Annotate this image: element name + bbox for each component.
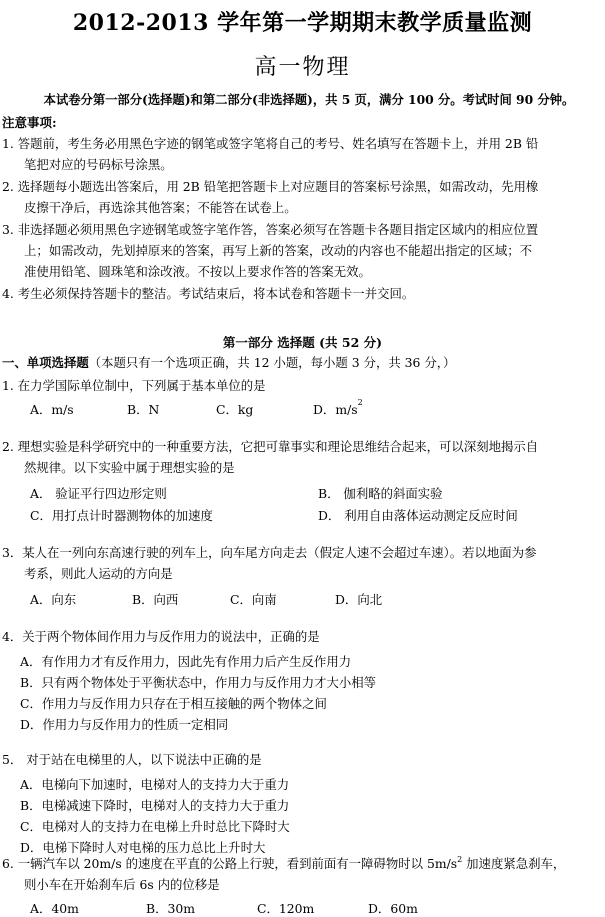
question-4-option-d: D．作用力与反作用力的性质一定相同 — [20, 717, 229, 732]
question-5-option-c: C．电梯对人的支持力在电梯上升时总比下降时大 — [20, 819, 290, 834]
question-2-option-c: C．用打点计时器测物体的加速度 — [30, 508, 213, 523]
question-4-option-a: A．有作用力才有反作用力，因此先有作用力后产生反作用力 — [20, 654, 352, 669]
notice-2-line-1: 2. 选择题每小题选出答案后，用 2B 铅笔把答题卡上对应题目的答案标号涂黑，如需改动，先用橡 — [2, 179, 539, 194]
notice-3-line-1: 3. 非选择题必须用黑色字迹钢笔或签字笔作答，答案必须写在答题卡各题目指定区域内的相应位置 — [2, 222, 539, 237]
question-6-stem-line-1: 6. 一辆汽车以 20m/s 的速度在平直的公路上行驶，看到前面有一障碍物时以 $5m/s^2$ 加速度紧急刹车， — [2, 855, 566, 871]
notice-3-line-3: 准使用铅笔、圆珠笔和涂改液。不按以上要求作答的答案无效。 — [24, 264, 371, 279]
part-heading-line — [2, 357, 455, 369]
question-6-stem-line-2: 则小车在开始刹车后 6s 内的位移是 — [24, 877, 220, 892]
notice-1-line-2: 笔把对应的号码标号涂黑。 — [24, 157, 173, 172]
question-4-option-c: C．作用力与反作用力只存在于相互接触的两个物体之间 — [20, 696, 327, 711]
question-5-option-d: D．电梯下降时人对电梯的压力总比上升时大 — [20, 840, 266, 855]
question-3-option-a: A．向东 — [30, 592, 77, 607]
question-6-option-d: D．60m — [368, 901, 418, 916]
exam-title: 2012-2013 学年第一学期期末教学质量监测 — [72, 10, 533, 36]
notice-4-line-1: 4. 考生必须保持答题卡的整洁。考试结束后，将本试卷和答题卡一并交回。 — [2, 286, 415, 301]
question-2-option-d: D． 利用自由落体运动测定反应时间 — [318, 508, 518, 523]
question-1-option-b: B．N — [127, 402, 160, 417]
question-4-option-b: B．只有两个物体处于平衡状态中，作用力与反作用力才大小相等 — [20, 675, 377, 690]
question-2-option-b: B． 伽利略的斜面实验 — [318, 486, 443, 501]
question-2-stem-line-2: 然规律。以下实验中属于理想实验的是 — [24, 460, 235, 475]
question-5-stem: 5． 对于站在电梯里的人，以下说法中正确的是 — [2, 752, 262, 767]
notice-2-line-2: 皮擦干净后，再选涂其他答案；不能答在试卷上。 — [24, 200, 297, 215]
question-3-option-c: C．向南 — [230, 592, 277, 607]
question-2-option-a: A． 验证平行四边形定则 — [30, 486, 167, 501]
question-1-option-d: D．$m/s^2$ — [313, 398, 363, 417]
section-title: 第一部分 选择题 (共 52 分) — [222, 335, 383, 350]
exam-subject: 高一物理 — [254, 55, 351, 80]
question-3-stem-line-2: 考系，则此人运动的方向是 — [24, 566, 173, 581]
notice-heading: 注意事项: — [2, 115, 57, 130]
question-3-option-d: D．向北 — [335, 592, 383, 607]
question-3-option-b: B．向西 — [132, 592, 179, 607]
question-4-stem: 4．关于两个物体间作用力与反作用力的说法中，正确的是 — [2, 629, 320, 644]
part-heading: 一、单项选择题 — [2, 355, 89, 370]
notice-1-line-1: 1. 答题前，考生务必用黑色字迹的钢笔或签字笔将自己的考号、姓名填写在答题卡上，并用 2B 铅 — [2, 136, 539, 151]
question-1-option-c: C．kg — [216, 402, 254, 417]
exam-intro: 本试卷分第一部分(选择题)和第二部分(非选择题)，共 5 页，满分 100 分。考试时间 90 分钟。 — [43, 92, 575, 107]
question-2-stem-line-1: 2. 理想实验是科学研究中的一种重要方法，它把可靠事实和理论思维结合起来，可以深刻地揭示自 — [2, 439, 539, 454]
notice-3-line-2: 上；如需改动，先划掉原来的答案，再写上新的答案，改动的内容也不能超出指定的区域；不 — [24, 243, 533, 258]
part-note: （本题只有一个选项正确，共 12 小题，每小题 3 分，共 36 分，） — [88, 355, 456, 370]
question-5-option-a: A．电梯向下加速时，电梯对人的支持力大于重力 — [20, 777, 290, 792]
question-6-option-b: B．30m — [146, 901, 196, 916]
question-3-stem-line-1: 3．某人在一列向东高速行驶的列车上，向车尾方向走去（假定人速不会超过车速）。若以地面为参 — [2, 545, 537, 560]
question-1-option-a: A．m/s — [30, 402, 74, 417]
question-1-stem: 1. 在力学国际单位制中，下列属于基本单位的是 — [2, 378, 266, 393]
question-5-option-b: B．电梯减速下降时，电梯对人的支持力大于重力 — [20, 798, 290, 813]
question-6-option-c: C．120m — [257, 901, 315, 916]
question-6-option-a: A．40m — [30, 901, 79, 916]
